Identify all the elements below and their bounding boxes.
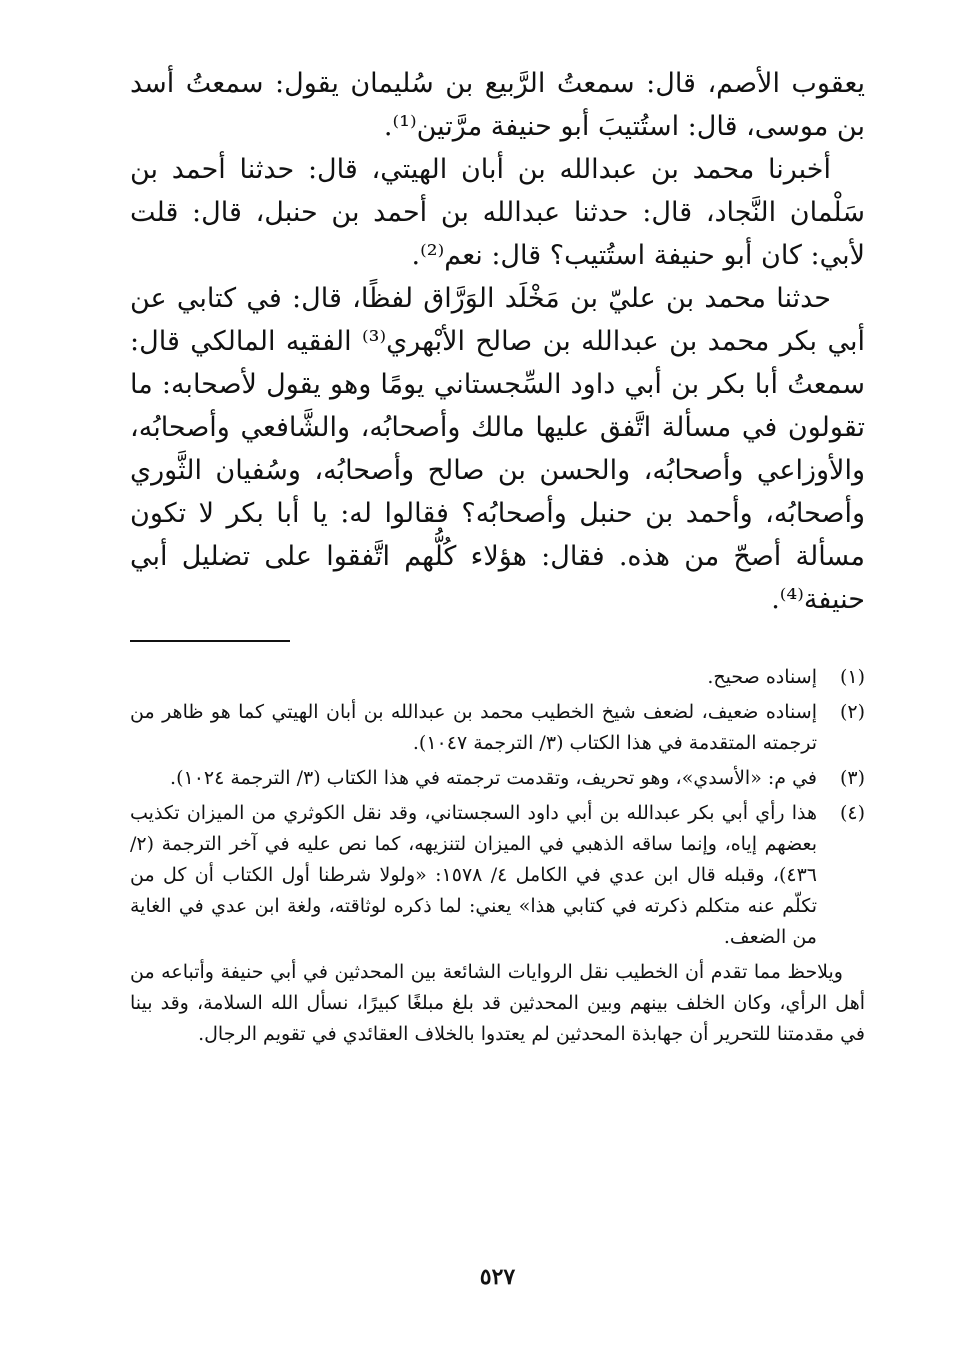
footnotes [130, 662, 865, 1050]
footnote-continuation: ويلاحظ مما تقدم أن الخطيب نقل الروايات الشائعة بين المحدثين في أبي حنيفة وأتباعه من أهل الرأي، وكان الخلف بينهم وبين المحدثين قد بلغ مبلغًا كبيرًا، نسأل الله السلامة، وقد بينا في مقدمتنا للتحرير أن جهابذة المحدثين لم يعتدوا بالخلاف العقائدي في تقويم الرجال. [130, 961, 865, 1045]
footnote-number: (٣) [839, 767, 865, 789]
footnote-text: في م: «الأسدي»، وهو تحريف، وتقدمت ترجمته في هذا الكتاب (٣/ الترجمة ١٠٢٤). [170, 767, 817, 789]
footnote-text: إسناده صحيح. [707, 666, 817, 688]
footnote-text: إسناده ضعيف، لضعف شيخ الخطيب محمد بن عبدالله بن أبان الهيتي كما هو ظاهر من ترجمته المتقدمة في هذا الكتاب (٣/ الترجمة ١٠٤٧). [130, 701, 817, 754]
footnote-2 [130, 697, 865, 759]
footnote-number: (١) [839, 666, 865, 688]
paragraph-3: حدثنا محمد بن عليّ بن مَخْلَد الوَرَّاق لفظًا، قال: في كتابي عن أبي بكر محمد بن عبدالله بن صالح الأبْهري⁽³⁾ الفقيه المالكي قال: سمعتُ أبا بكر بن أبي داود السِّجستاني يومًا وهو يقول لأصحابه: ما تقولون في مسألة اتَّفق عليها مالك وأصحابُه، والشَّافعي وأصحابُه، والأوزاعي وأصحابُه، والحسن بن صالح وأصحابُه، وسُفيان الثَّوري وأصحابُه، وأحمد بن حنبل وأصحابُه؟ فقالوا له: يا أبا بكر لا تكون مسألة أصحّ من هذه. فقال: هؤلاء كُلُّهم اتَّفقوا على تضليل أبي حنيفة⁽⁴⁾. [130, 283, 865, 615]
footnote-4 [130, 798, 865, 953]
footnote-3 [130, 763, 865, 794]
page-number: ٥٢٧ [479, 1264, 516, 1290]
footnote-text: هذا رأي أبي بكر عبدالله بن أبي داود السجستاني، وقد نقل الكوثري من الميزان تكذيب بعضهم إياه، وإنما ساقه الذهبي في الميزان لتنزيهه، كما نص عليه في آخر الترجمة (٢/ ٤٣٦)، وقبله قال ابن عدي في الكامل ٤/ ١٥٧٨: «ولولا شرطنا أول الكتاب أن كل من تكلّم عنه متكلم ذكرته في كتابي هذا» يعني: لما ذكره لوثاقته، ولغة ابن عدي في الغاية من الضعف. [130, 802, 817, 948]
main-text [130, 62, 865, 621]
footnote-divider [130, 640, 290, 642]
book-page [130, 62, 865, 1342]
footnote-number: (٢) [839, 701, 865, 723]
footnote-number: (٤) [839, 802, 865, 824]
paragraph-1: يعقوب الأصم، قال: سمعتُ الرَّبيع بن سُليمان يقول: سمعتُ أسد بن موسى، قال: استُتيبَ أبو حنيفة مرَّتين⁽¹⁾. [130, 68, 865, 142]
footnote-1 [130, 662, 865, 693]
paragraph-2: أخبرنا محمد بن عبدالله بن أبان الهيتي، قال: حدثنا أحمد بن سَلْمان النَّجاد، قال: حدثنا عبدالله بن أحمد بن حنبل، قال: قلت لأبي: كان أبو حنيفة استُتيب؟ قال: نعم⁽²⁾. [130, 154, 865, 271]
